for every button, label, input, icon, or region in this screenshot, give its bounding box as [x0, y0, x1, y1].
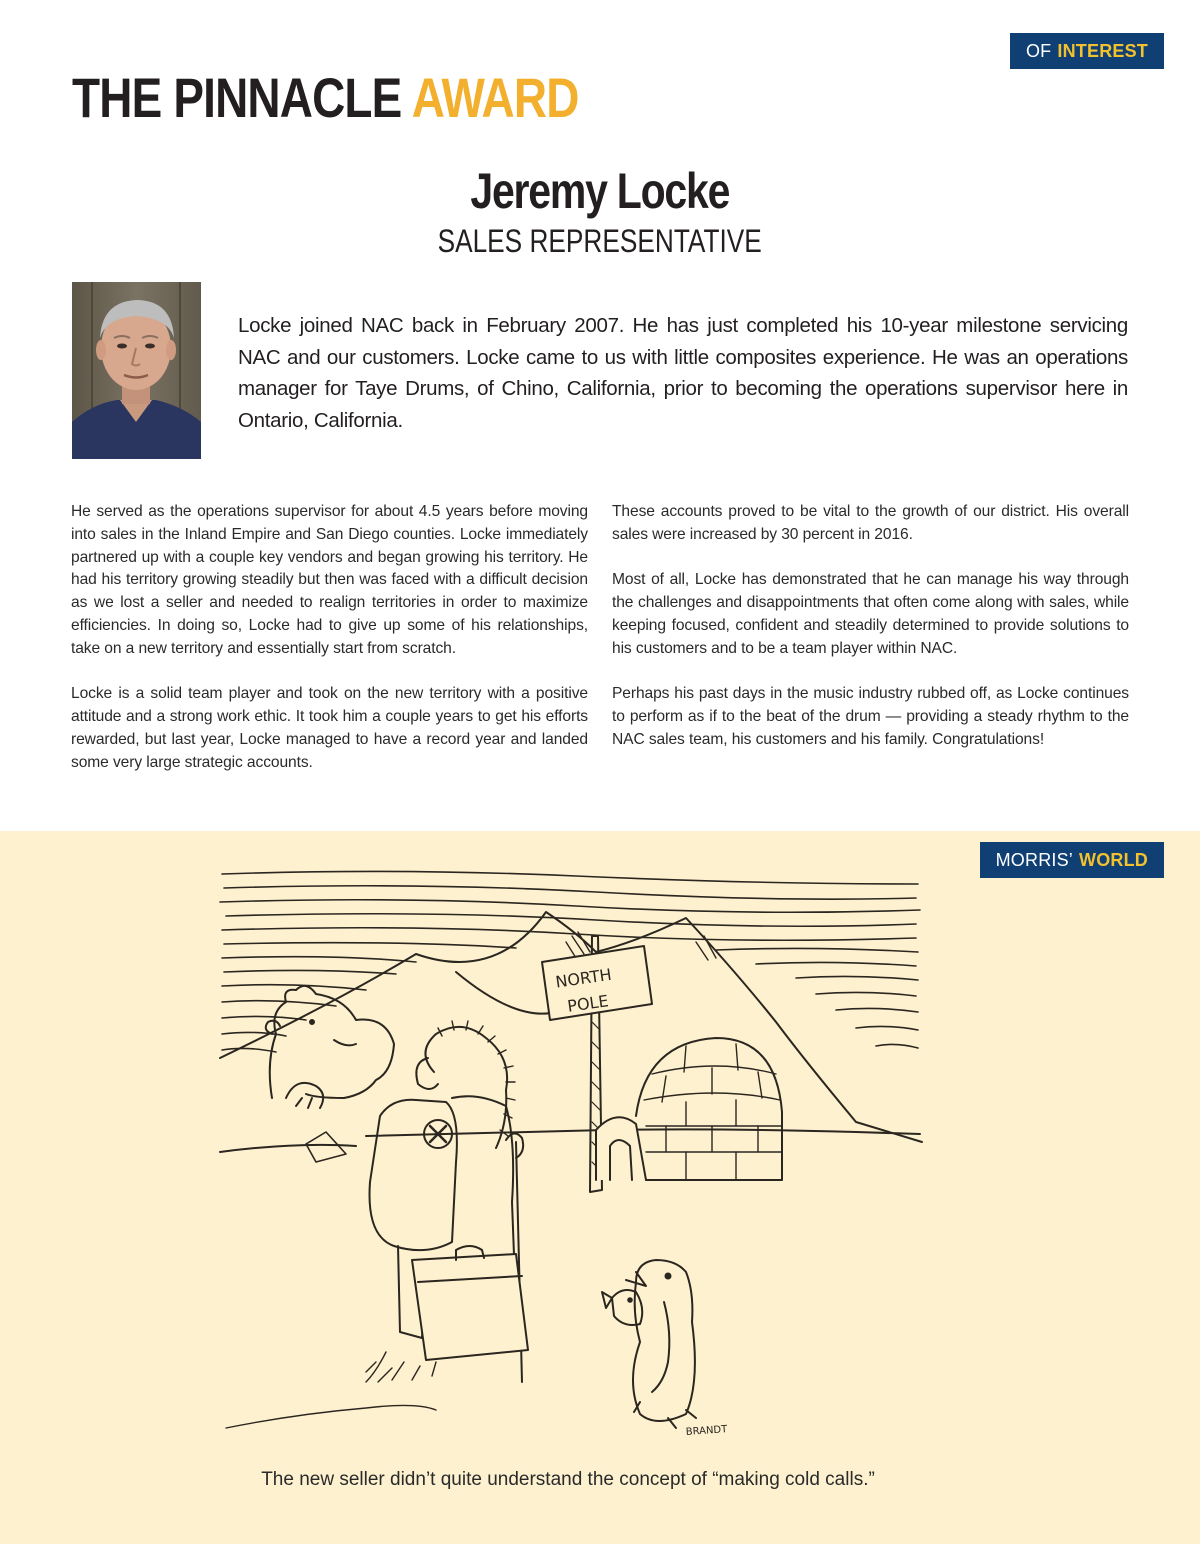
section-tag-of-interest: [1010, 33, 1164, 69]
body-paragraph: He served as the operations supervisor for about 4.5 years before moving into sales in the Inland Empire and San Diego counties. Locke immediately partnered up with a couple key vendors and began growing his territory. He had his territory growing steadily but then was faced with a difficult decision as we lost a seller and needed to realign territories in order to maximize efficiencies. In doing so, Locke had to give up some of his relationships, take on a new territory and essentially start from scratch.: [71, 503, 588, 657]
person-role: [0, 221, 1200, 261]
cartoon-signature: BRANDT: [685, 1424, 728, 1438]
person-name: [0, 162, 1200, 220]
section-tag-prefix: MORRIS’: [995, 849, 1074, 870]
igloo: [596, 1038, 782, 1180]
section-tag-highlight: WORLD: [1079, 849, 1148, 870]
section-tag-morris-world: [980, 842, 1164, 878]
body-column-left: [71, 501, 588, 797]
penguin: [602, 1260, 696, 1428]
title-main: THE PINNACLE: [72, 66, 402, 129]
portrait-illustration: [72, 282, 201, 459]
cartoon-illustration: [216, 862, 926, 1447]
section-tag-highlight: INTEREST: [1057, 40, 1148, 61]
body-paragraph: These accounts proved to be vital to the growth of our district. His overall sales were increased by 30 percent in 2016.: [612, 503, 1129, 543]
sign-text-line2: POLE: [566, 991, 610, 1016]
explorer: [226, 1021, 528, 1428]
polar-bear: [266, 986, 394, 1108]
intro-paragraph: Locke joined NAC back in February 2007. He has just completed his 10-year milestone servicing NAC and our customers. Locke came to us with little composites experience. He was an operations manager for Taye Drums, of Chino, California, prior to becoming the operations supervisor here in Ontario, California.: [238, 314, 1128, 432]
body-paragraph: Perhaps his past days in the music industry rubbed off, as Locke continues to perform as if to the beat of the drum — providing a steady rhythm to the NAC sales team, his customers and his family. Congratulations!: [612, 685, 1129, 748]
sign-text-line1: NORTH: [554, 964, 613, 992]
page-title: [72, 66, 579, 130]
portrait-photo: [72, 282, 201, 459]
body-column-right: [612, 501, 1129, 775]
cartoon-caption: The new seller didn’t quite understand the concept of “making cold calls.”: [261, 1469, 875, 1490]
person-role-text: SALES REPRESENTATIVE: [437, 223, 763, 259]
title-accent: AWARD: [411, 66, 579, 129]
person-name-text: Jeremy Locke: [470, 163, 730, 219]
section-tag-prefix: OF: [1025, 40, 1052, 61]
body-paragraph: Locke is a solid team player and took on the new territory with a positive attitude and a strong work ethic. It took him a couple years to get his efforts rewarded, but last year, Locke managed to have a record year and landed some very large strategic accounts.: [71, 685, 588, 771]
body-paragraph: Most of all, Locke has demonstrated that he can manage his way through the challenges and disappointments that often come along with sales, while keeping focused, confident and steadily determined to provide solutions to his customers and to be a team player within NAC.: [612, 571, 1129, 657]
